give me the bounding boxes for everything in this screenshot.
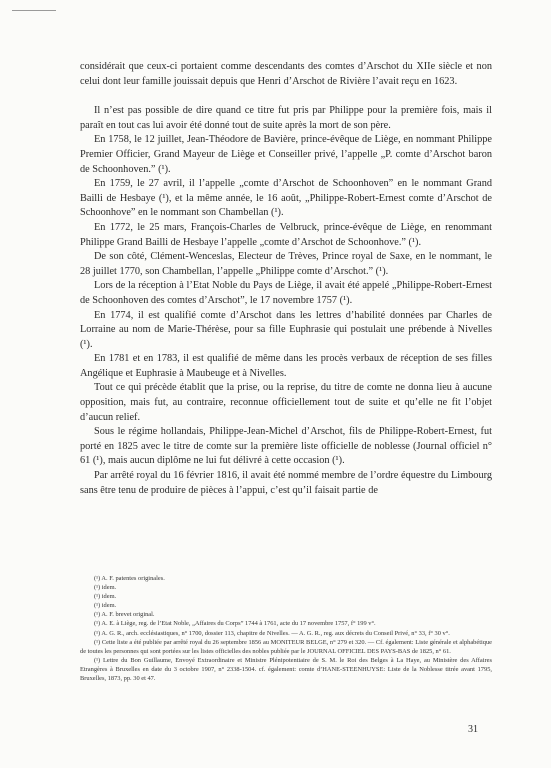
footnote: (¹) A. E. à Liège, reg. de l’Etat Noble, „Affaires du Corps” 1744 à 1761, acte du 17 novembre 1757, f° 199 v°. xyxy=(94,620,376,628)
footnote: (¹) Lettre du Bon Guillaume, Envoyé Extraordinaire et Ministre Plénipotentiaire de S. M. le Roi des Belges à La Haye, au Ministère des Affaires Etrangères à Bruxelles en date du 3 octobre 1907, n° 2338-1504. cf. également: comte d’HANE-STEENHUYSE: Liste de la Noblesse titrée avant 1795, Bruxelles, 1873, pp. 30 et 47. xyxy=(80,656,492,683)
footnote: (¹) A. F. brevet original. xyxy=(94,611,155,619)
paragraph: En 1758, le 12 juillet, Jean-Théodore de Bavière, prince-évêque de Liège, en nommant Philippe Premier Officier, Grand Mayeur de Liège et Conseiller privé, l’appelle „P. comte d’Arschot baron de Schoonhoven.” (¹). xyxy=(80,134,492,175)
paragraph: Sous le régime hollandais, Philippe-Jean-Michel d’Arschot, fils de Philippe-Robert-Ernest, fut porté en 1825 avec le titre de comte sur la première liste officielle de noblesse (Journal officiel n° 61 (¹), mais aucun diplôme ne lui fut délivré à cette occasion (¹). xyxy=(80,426,492,467)
main-text xyxy=(80,60,492,498)
paragraph: En 1759, le 27 avril, il l’appelle „comte d’Arschot de Schoonhoven” en le nommant Grand Bailli de Hesbaye (¹), et la même année, le 16 août, „Philippe-Robert-Ernest comte d’Arschot de Schoonhove” en le nommant son Chambellan (¹). xyxy=(80,178,492,219)
paragraph: En 1774, il est qualifié comte d’Arschot dans les lettres d’habilité données par Charles de Lorraine au nom de Marie-Thérèse, pour sa fille Euphrasie qui postulait une prébende à Nivelles (¹). xyxy=(80,309,492,350)
page-number: 31 xyxy=(468,724,478,735)
paragraph: En 1781 et en 1783, il est qualifié de même dans les procès verbaux de réception de ses filles Angélique et Euphrasie à Maubeuge et à Nivelles. xyxy=(80,353,492,379)
paragraph: Lors de la réception à l’Etat Noble du Pays de Liège, il avait été appelé „Philippe-Robert-Ernest de Schoonhoven des comtes d’Arschot”, le 17 novembre 1757 (¹). xyxy=(80,280,492,306)
paragraph: En 1772, le 25 mars, François-Charles de Velbruck, prince-évêque de Liège, en renommant Philippe Grand Bailli de Hesbaye l’appelle „comte d’Arschot de Schoonhove.” (¹). xyxy=(80,221,492,248)
paragraph: Il n’est pas possible de dire quand ce titre fut pris par Philippe pour la première fois, mais il paraît en tout cas lui avoir été donné tout de suite après la mort de son père. xyxy=(80,105,492,131)
footnote: (¹) Cette liste a été publiée par arrêté royal du 26 septembre 1856 au MONITEUR BELGE, n° 279 et 320. — Cf. également: Liste générale et alphabétique de toutes les personnes qui sont portées sur les listes officielles des nobles publiée par le JOURNAL OFFICIEL DES PAYS-BAS de 1825, n° 61. xyxy=(80,638,492,655)
paragraph: De son côté, Clément-Wenceslas, Electeur de Trèves, Prince royal de Saxe, en le nommant, le 28 juillet 1770, son Chambellan, l’appelle „Philippe comte d’Arschot.” (¹). xyxy=(80,251,492,277)
footnotes xyxy=(80,574,492,683)
footnote: (¹) idem. xyxy=(94,584,117,592)
footnote: (¹) idem. xyxy=(94,602,117,610)
paragraph: Tout ce qui précède établit que la prise, ou la reprise, du titre de comte ne donna lieu à aucune opposition, mais fut, au contraire, reconnue officiellement tout de suite et qu’elle ne fit l’objet d’aucun relief. xyxy=(80,382,492,423)
paragraph: considérait que ceux-ci portaient comme descendants des comtes d’Arschot du XIIe siècle et non celui dont leur famille jouissait depuis que Henri d’Arschot de Rivière l’avait reçu en 1623. xyxy=(80,61,492,87)
footnote: (¹) A. G. R., arch. ecclésiastiques, n° 1700, dossier 113, chapitre de Nivelles. — A. G. R., reg. aux décrets du Conseil Privé, n° 33, f° 30 v°. xyxy=(94,629,450,637)
paragraph: Par arrêté royal du 16 février 1816, il avait été nommé membre de l’ordre équestre du Limbourg sans être tenu de produire de pièces à l’appui, c’est qu’il faisait partie de xyxy=(80,470,492,496)
top-rule xyxy=(12,10,56,11)
footnote: (¹) idem. xyxy=(94,593,117,601)
footnote: (¹) A. F. patentes originales. xyxy=(94,575,165,582)
